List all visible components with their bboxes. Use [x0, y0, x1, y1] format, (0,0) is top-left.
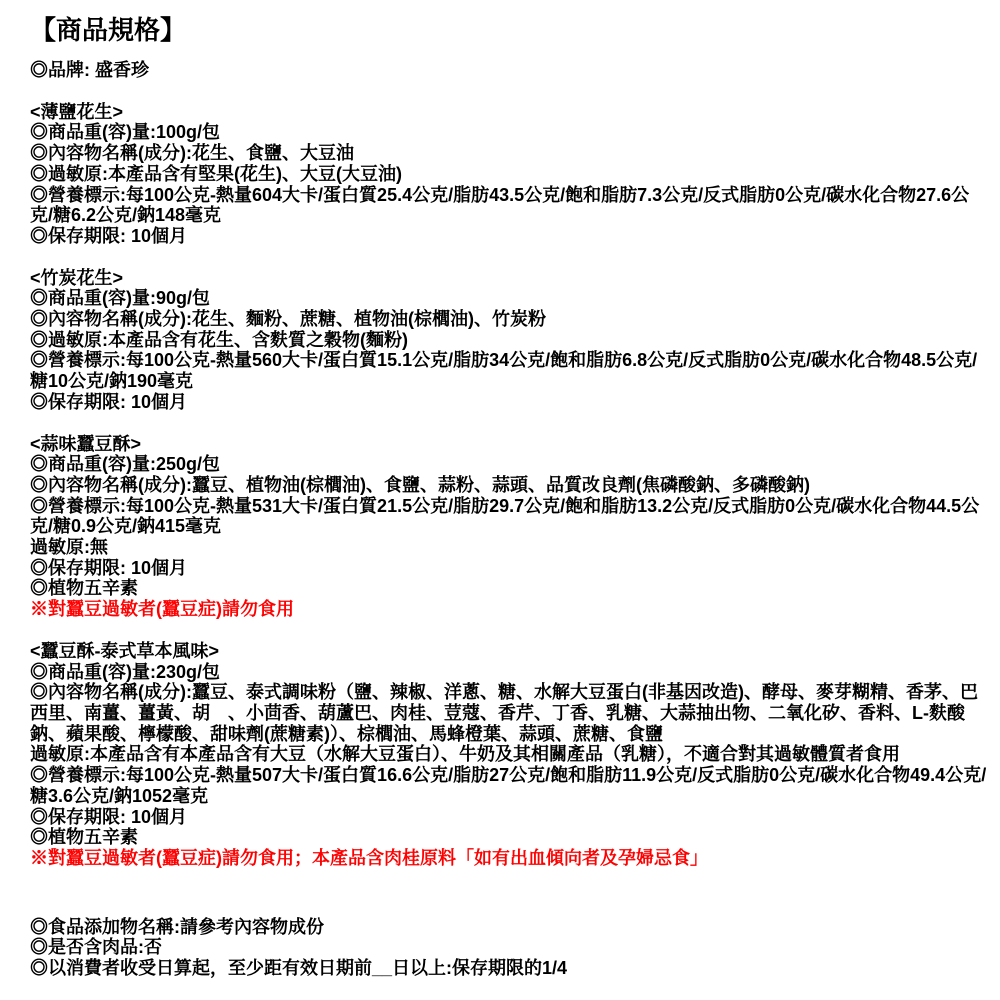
spec-line: ◎營養標示:每100公克-熱量560大卡/蛋白質15.1公克/脂肪34公克/飽和脂肪6.8公克/反式脂肪0公克/碳水化合物48.5公克/糖10公克/鈉190毫克: [30, 350, 978, 392]
spec-line: ◎內容物名稱(成分):花生、麵粉、蔗糖、植物油(棕櫚油)、竹炭粉: [30, 309, 546, 330]
spec-line: 過敏原:無: [30, 537, 108, 558]
spec-line: ◎營養標示:每100公克-熱量507大卡/蛋白質16.6公克/脂肪27公克/飽和脂肪11.9公克/反式脂肪0公克/碳水化合物49.4公克/糖3.6公克/鈉1052毫克: [30, 765, 987, 806]
page-title: 【商品規格】: [30, 15, 187, 45]
spec-line: ◎植物五辛素: [30, 827, 138, 848]
product-section: [30, 434, 990, 620]
section-title: <竹炭花生>: [30, 267, 124, 288]
spec-line: ◎保存期限: 10個月: [30, 391, 188, 412]
spec-line: ◎內容物名稱(成分):花生、食鹽、大豆油: [30, 143, 354, 164]
spec-line: ◎過敏原:本產品含有堅果(花生)、大豆(大豆油): [30, 163, 402, 184]
spec-line: ◎商品重(容)量:90g/包: [30, 288, 210, 309]
spec-line: ◎過敏原:本產品含有花生、含麩質之穀物(麵粉): [30, 329, 408, 350]
warning-line: ※對蠶豆過敏者(蠶豆症)請勿食用: [30, 599, 294, 620]
spec-line: ◎商品重(容)量:250g/包: [30, 454, 221, 475]
spec-line: ◎保存期限: 10個月: [30, 225, 188, 246]
footer-notes: [30, 917, 990, 979]
spec-line: ◎商品重(容)量:100g/包: [30, 122, 221, 143]
section-title: <蠶豆酥-泰式草本風味>: [30, 640, 220, 661]
section-title: <蒜味蠶豆酥>: [30, 433, 142, 454]
spec-line: ◎食品添加物名稱:請參考內容物成份: [30, 916, 324, 937]
spec-line: ◎內容物名稱(成分):蠶豆、植物油(棕櫚油)、食鹽、蒜粉、蒜頭、品質改良劑(焦磷酸鈉、多磷酸鈉): [30, 474, 810, 495]
spec-line: ◎植物五辛素: [30, 578, 138, 599]
spec-line: ◎以消費者收受日算起，至少距有效日期前__日以上:保存期限的1/4: [30, 958, 568, 979]
spec-line: ◎營養標示:每100公克-熱量604大卡/蛋白質25.4公克/脂肪43.5公克/飽和脂肪7.3公克/反式脂肪0公克/碳水化合物27.6公克/糖6.2公克/鈉148毫克: [30, 184, 970, 226]
warning-line: ※對蠶豆過敏者(蠶豆症)請勿食用；本產品含肉桂原料「如有出血傾向者及孕婦忌食」: [30, 847, 708, 868]
spec-line: 過敏原:本產品含有本產品含有大豆（水解大豆蛋白）、牛奶及其相關產品（乳糖），不適合對其過敏體質者食用: [30, 744, 900, 765]
spec-line: ◎商品重(容)量:230g/包: [30, 661, 221, 682]
spec-line: ◎保存期限: 10個月: [30, 806, 188, 827]
brand-line: ◎品牌: 盛香珍: [30, 60, 149, 80]
product-section: [30, 641, 990, 869]
section-title: <薄鹽花生>: [30, 101, 124, 122]
product-section: [30, 268, 990, 413]
product-sections: [30, 102, 990, 869]
product-section: [30, 102, 990, 247]
spec-line: ◎營養標示:每100公克-熱量531大卡/蛋白質21.5公克/脂肪29.7公克/飽和脂肪13.2公克/反式脂肪0公克/碳水化合物44.5公克/糖0.9公克/鈉415毫克: [30, 495, 980, 537]
spec-line: ◎內容物名稱(成分):蠶豆、泰式調味粉（鹽、辣椒、洋蔥、糖、水解大豆蛋白(非基因改造)、酵母、麥芽糊精、香茅、巴西里、南薑、薑黃、胡 、小茴香、葫蘆巴、肉桂、荳蔻、香芹、丁香、乳糖、大蒜抽出物、二氧化矽、香料、L-麩酸鈉、蘋果酸、檸檬酸、甜味劑(蔗糖素)）、棕櫚油、馬蜂橙葉、蒜頭、蔗糖、食鹽: [30, 682, 978, 744]
spec-line: ◎是否含肉品:否: [30, 937, 162, 958]
spec-line: ◎保存期限: 10個月: [30, 557, 188, 578]
